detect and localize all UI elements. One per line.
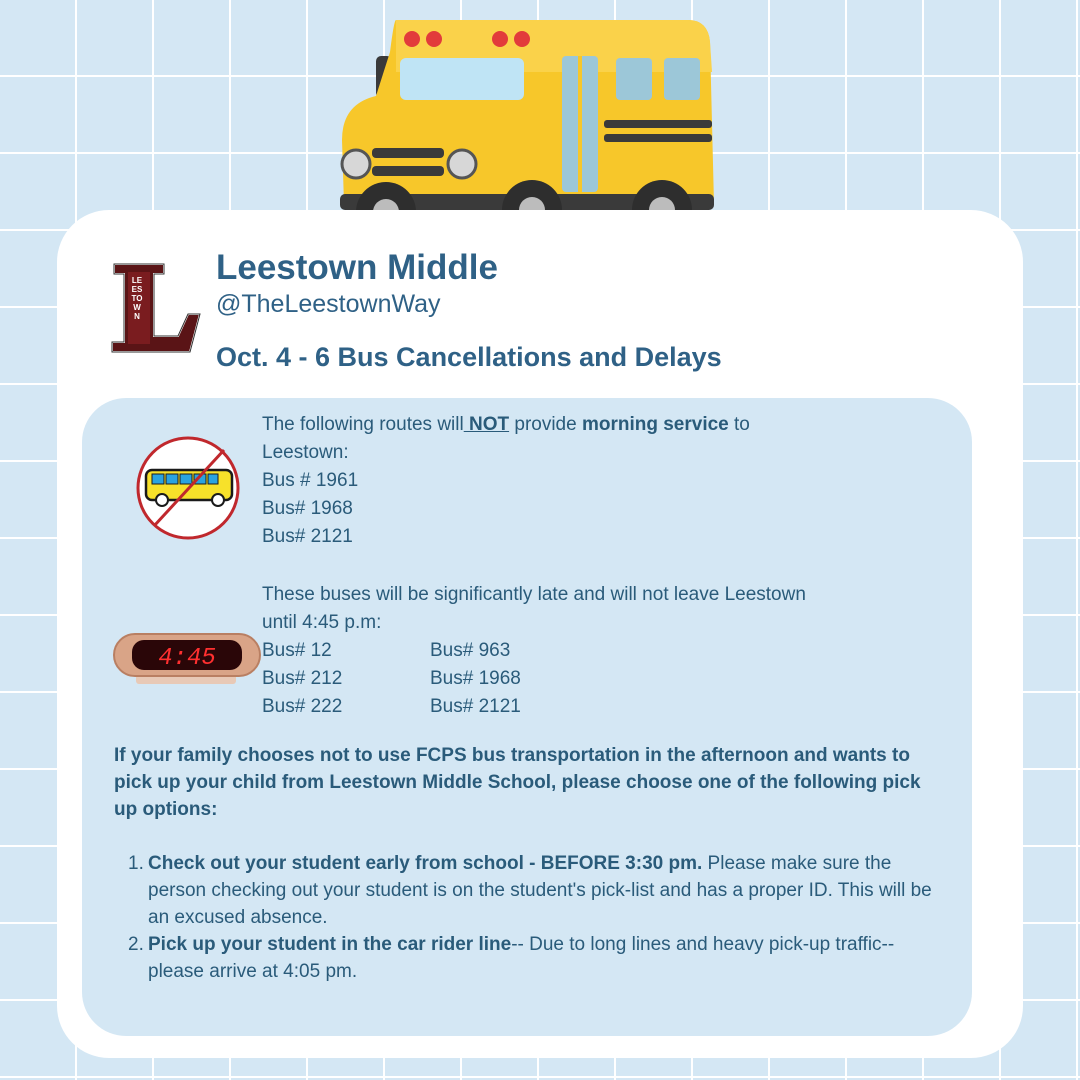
social-handle: @TheLeestownWay [216, 290, 441, 318]
delays-intro-line2: until 4:45 p.m: [262, 612, 382, 633]
pickup-option: 2. Pick up your student in the car rider line-- Due to long lines and heavy pick-up traffic-- please arrive at 4:05 pm. [128, 934, 895, 982]
delayed-bus: Bus# 12 [262, 640, 332, 661]
not-emphasis: NOT [463, 414, 510, 435]
delayed-bus: Bus# 963 [430, 640, 511, 661]
cancellations-intro-line2: Leestown: [262, 442, 349, 463]
delays-section [262, 581, 882, 721]
delayed-bus: Bus# 212 [262, 668, 343, 689]
cancellations-intro: The following routes will NOT provide morning service to [262, 414, 750, 435]
pickup-option: 1. Check out your student early from school - BEFORE 3:30 pm. Please make sure the person checking out your student is on the student's pick-list and has a proper ID. This will be an excused absence. [128, 853, 932, 928]
delayed-bus: Bus# 2121 [430, 696, 521, 717]
page-title: Oct. 4 - 6 Bus Cancellations and Delays [216, 342, 722, 372]
no-bus-icon [134, 434, 242, 542]
cancelled-bus: Bus # 1961 [262, 470, 359, 491]
delayed-bus: Bus# 222 [262, 696, 343, 717]
logo-wordmark: LEESTOWN [131, 276, 143, 321]
delays-intro: These buses will be significantly late and will not leave Leestown [262, 584, 806, 605]
clock-readout: 4:45 [158, 645, 216, 672]
delayed-bus-list [262, 637, 882, 721]
cancelled-bus: Bus# 1968 [262, 498, 353, 519]
cancelled-bus: Bus# 2121 [262, 526, 353, 547]
digital-clock-icon [112, 628, 262, 686]
family-pickup-note: If your family chooses not to use FCPS bus transportation in the afternoon and wants to pick up your child from Leestown Middle School, please choose one of the following pick up options: [114, 745, 921, 820]
pickup-options-list [128, 850, 938, 985]
leestown-logo [108, 258, 204, 358]
cancellations-section [262, 411, 852, 551]
school-name: Leestown Middle [216, 248, 498, 287]
delayed-bus: Bus# 1968 [430, 668, 521, 689]
